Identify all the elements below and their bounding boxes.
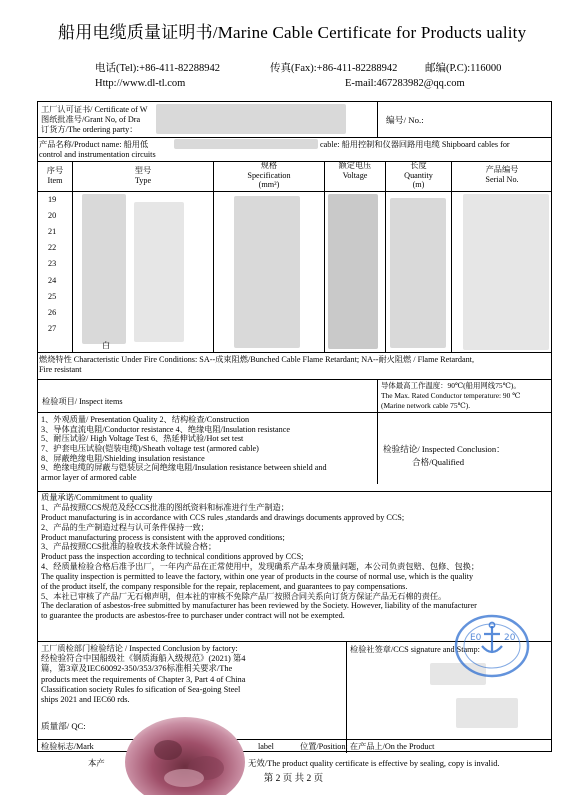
factory-inspection-text xyxy=(41,654,245,705)
redacted-specs xyxy=(234,196,300,348)
certificate-title: 船用电缆质量证明书/Marine Cable Certificate for Products uality xyxy=(58,23,527,42)
table-row-item-number: 26 xyxy=(48,307,57,317)
inspection-item: 7、护套电压试验(铠装电缆)/Sheath voltage test (armored cable) xyxy=(41,444,259,454)
table-row-item-number: 24 xyxy=(48,275,57,285)
inspection-item: 1、外观质量/ Presentation Quality 2、结构检查/Construction xyxy=(41,415,250,424)
col-voltage-header: 额定电压 Voltage xyxy=(338,161,372,180)
redacted-quantity xyxy=(390,198,446,348)
redacted-info xyxy=(156,104,346,134)
max-temp-line3: (Marine network cable 75℃). xyxy=(381,401,471,410)
max-temp-line1: 导体最高工作温度：90℃(船用网线75℃)。 xyxy=(381,381,521,390)
commitment-line: 2、产品的生产制造过程与认可条件保持一致； xyxy=(41,522,209,532)
factory-cert-label: 工厂认可证书/ Certificate of W xyxy=(41,105,148,114)
table-row-item-number: 22 xyxy=(48,243,57,253)
inspection-list xyxy=(41,415,327,483)
table-row-item-number: 21 xyxy=(48,227,57,237)
grant-no-label: 图纸批准号/Grant No, of Dra xyxy=(41,115,141,124)
table-row-item-number: 27 xyxy=(48,323,57,333)
redacted-types xyxy=(82,194,126,344)
mark-label-tail: label xyxy=(258,742,274,751)
factory-inspection-line: products meet the requirements of Chapter 3, Part 4 of China xyxy=(41,674,246,684)
commitment-line: Product pass the inspection according to technical conditions approved by CCS; xyxy=(41,552,304,562)
validity-text: 无效/The product quality certificate is effective by sealing, copy is invalid. xyxy=(248,759,500,768)
serial-no-label: 编号/ No.: xyxy=(386,115,424,125)
col-serial-header: 产品编号 Serial No. xyxy=(485,165,519,184)
commitment-line: of the product itself, the company responsible for the repair, replacement, and guarantees to pay compensations. xyxy=(41,581,408,591)
qc-label: 质量部/ QC: xyxy=(41,721,86,731)
factory-inspection-line: Classification society Rules fo sification of Sea-going Steel xyxy=(41,684,241,694)
ccs-signature-label: 检验社签章/CCS signature and Stamp: xyxy=(350,645,480,654)
inspection-item: 8、屏蔽绝缘电阻/Shielding insulation resistance xyxy=(41,453,205,463)
commitment-title: 质量承诺/Commitment to quality xyxy=(41,493,153,502)
flame-characteristic-line2: Fire resistant xyxy=(39,365,82,374)
inspect-items-label: 检验项目/ Inspect items xyxy=(42,397,123,406)
ccs-stamp-icon xyxy=(440,612,540,680)
commitment-line: 1、产品按照CCS规范及经CCS批准的图纸资料和标准进行生产制造； xyxy=(41,503,289,512)
conclusion-value: 合格/Qualified xyxy=(411,457,465,467)
col-type-header: 型号 Type xyxy=(134,166,152,185)
conclusion-label: 检验结论/ Inspected Conclusion： xyxy=(383,444,505,454)
commitment-line: The declaration of asbestos-free submitted by manufacturer has been reviewed by the Society. However, liability of the manufacturer xyxy=(41,601,477,611)
commitment-line: to guarantee the products are asbestos-free to purchaser under contract will not be exempted. xyxy=(41,611,345,621)
page-number: 第 2 页 共 2 页 xyxy=(263,774,324,784)
commitment-line: The quality inspection is permitted to leave the factory, within one year of products in the course of normal use, which is the quality xyxy=(41,571,474,581)
redacted-stamp-area xyxy=(456,698,518,728)
redacted-product xyxy=(174,139,318,149)
commitment-line: 4、经质量检验合格后准予出厂，一年内产品在正常使用中，发现确系产品本身质量问题，本公司负责包赔、包修、包换； xyxy=(41,562,480,572)
inspection-item: armor layer of armored cable xyxy=(41,473,137,483)
mark-label: 检验标志/Mark xyxy=(41,742,94,751)
email-text: E-mail:467283982@qq.com xyxy=(345,78,465,89)
commitment-line: 5、本社已审核了产品厂无石棉声明，但本社的审核不免除产品厂按照合同关系向订货方保证产品无石棉的责任。 xyxy=(41,591,447,601)
inspection-item: 9、绝缘电缆的屏蔽与铠装层之间绝缘电阻/Insulation resistance between shield and xyxy=(41,463,327,473)
flame-characteristic-line1: 燃烧特性 Characteristic Under Fire Conditions: SA--成束阻燃/Bunched Cable Flame Retardant; NA--耐火阻燃 / Flame Retardant, xyxy=(39,355,474,364)
col-spec-header: 规格 Specification (mm²) xyxy=(247,161,291,190)
svg-text:20: 20 xyxy=(504,633,516,643)
inspection-item: 5、耐压试验/ High Voltage Test 6、热延伸试验/Hot set test xyxy=(41,434,244,444)
product-name-value-line2: control and instrumentation circuits xyxy=(39,150,156,159)
factory-inspection-line: 经检验符合中国船级社《钢质海船入级规范》(2021) 第4 xyxy=(41,654,246,663)
table-row-item-number: 23 xyxy=(48,259,57,269)
col-quantity-header: 长度 Quantity (m) xyxy=(404,161,433,190)
table-row-item-number: 25 xyxy=(48,291,57,301)
table-row-item-number: 19 xyxy=(48,195,57,204)
factory-inspection-title: 工厂质检部门检验结论 / Inspected Conclusion by factory: xyxy=(41,644,238,653)
commitment-line: Product manufacturing process is consistent with the approved conditions; xyxy=(41,532,285,542)
product-name-value: cable: 船用控制和仪器回路用电缆 Shipboard cables for xyxy=(320,140,510,149)
inspection-item: 3、导体直流电阻/Conductor resistance 4、绝缘电阻/Insulation resistance xyxy=(41,424,290,434)
commitment-line: Product manufacturing is in accordance with CCS rules ,standards and drawings documents approved by CCS; xyxy=(41,512,405,522)
svg-text:E0: E0 xyxy=(470,633,482,643)
postcode-text: 邮编(P.C):116000 xyxy=(425,63,502,74)
ordering-party-label: 订货方/The ordering party： xyxy=(41,125,138,134)
website-link[interactable]: Http://www.dl-tl.com xyxy=(95,78,186,89)
position-label: 位置/Position: 在产品上/On the Product xyxy=(300,742,435,751)
product-name-label: 产品名称/Product name: 船用低 xyxy=(39,140,149,149)
obscuring-photo xyxy=(120,712,250,795)
tel-text: 电话(Tel):+86-411-82288942 xyxy=(95,63,220,74)
col-item-header: 序号 Item xyxy=(46,166,64,185)
redacted-voltages xyxy=(328,194,378,349)
factory-inspection-line: ships 2021 and IEC60 rds. xyxy=(41,695,130,704)
max-temp-line2: The Max. Rated Conductor temperature: 90 ℃ xyxy=(381,391,521,400)
fax-text: 传真(Fax):+86-411-82288942 xyxy=(270,63,398,74)
validity-left: 本产 xyxy=(88,759,105,768)
factory-inspection-line: 篇，第3章及IEC60092-350/353/376标准相关要求/The xyxy=(41,664,233,674)
commitment-list xyxy=(41,503,479,621)
table-footer-fragment: 白 xyxy=(102,341,111,350)
commitment-line: 3、产品按照CCS批准的验收技术条件试验合格； xyxy=(41,542,217,552)
table-row-item-number: 20 xyxy=(48,211,57,221)
redacted-serials xyxy=(463,194,549,350)
redacted-types-2 xyxy=(134,202,184,342)
